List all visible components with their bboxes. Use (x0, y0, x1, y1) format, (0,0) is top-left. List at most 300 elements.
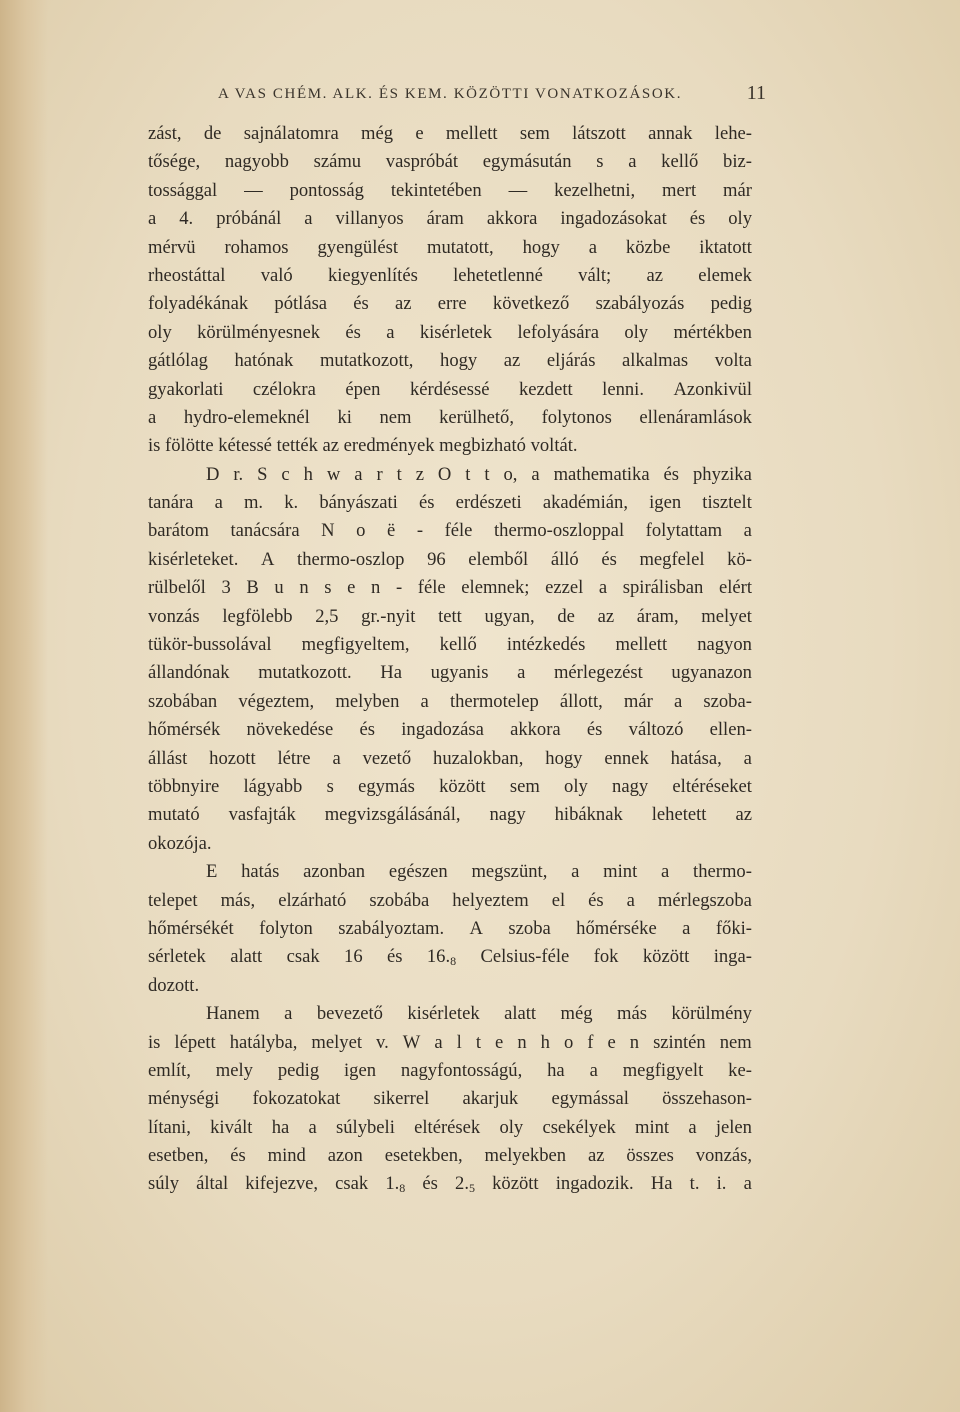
word: melyet (311, 1031, 363, 1053)
word: vonzás (148, 605, 200, 627)
text-line (148, 319, 752, 347)
word: körülmény (671, 1003, 752, 1025)
word: ingadozásokat (560, 208, 667, 230)
word: sem (509, 775, 540, 797)
text-line (148, 347, 752, 375)
word: nagyfontosságú, (400, 1059, 523, 1081)
word: és (588, 889, 604, 911)
word: mutatkozott, (319, 350, 414, 372)
word: E (206, 861, 218, 883)
word: egymással (551, 1088, 629, 1110)
word: az (395, 293, 412, 315)
text-line (148, 1000, 752, 1028)
text-line (148, 461, 752, 489)
word: intézkedés (506, 634, 586, 656)
word: azon (327, 1145, 363, 1167)
word: a (148, 406, 157, 428)
word: tükör-bussolával (148, 634, 272, 656)
word: tanácsára (230, 520, 300, 542)
word: pedig (277, 1059, 320, 1081)
word: között (439, 775, 486, 797)
word: áram, (636, 605, 679, 627)
text-line (148, 659, 752, 687)
page-spine-shadow (0, 0, 48, 1412)
word: hőmérsékét (148, 917, 234, 939)
word: a (743, 1173, 752, 1195)
text-line (148, 858, 752, 886)
word: változó (628, 719, 684, 741)
word: növekedése (246, 719, 334, 741)
word: gyakorlati (148, 378, 224, 400)
word: gr.-nyit (361, 605, 416, 627)
word: már (723, 179, 752, 201)
word: kisérleteket. (148, 548, 239, 570)
word: D (206, 463, 220, 485)
word: r (376, 463, 383, 485)
text-line (148, 688, 752, 716)
word: a (420, 690, 429, 712)
word: tekintetében (390, 179, 482, 201)
word: lágyabb (243, 775, 303, 797)
word: kezdett (518, 378, 573, 400)
word: hogy (440, 350, 478, 372)
word: és (345, 321, 361, 343)
word: oly (728, 208, 752, 230)
word: mérlegezést (553, 662, 643, 684)
word: lépett (174, 1031, 216, 1053)
word: kérdésessé (409, 378, 490, 400)
word: oly (624, 321, 649, 343)
running-header (218, 82, 766, 104)
text-line (148, 745, 752, 773)
word: e (347, 577, 356, 599)
word: 1.8 (385, 1170, 405, 1198)
word: kiegyenlítés (327, 264, 418, 286)
word: telepet (148, 889, 198, 911)
word: megvizsgálásánál, (324, 804, 461, 826)
word: n (517, 1031, 527, 1053)
word: e (495, 1031, 504, 1053)
word: sikerrel (373, 1088, 430, 1110)
word: és (689, 208, 706, 230)
word: a (628, 151, 637, 173)
word: folyadékának (148, 293, 249, 315)
word: ha (271, 1116, 290, 1138)
word: erre (437, 293, 467, 315)
word: állást (148, 747, 188, 769)
word: t (396, 463, 402, 485)
word: más (616, 1003, 647, 1025)
word: kellő (661, 151, 699, 173)
word: sérletek (148, 946, 206, 968)
word: ugyanis (430, 662, 489, 684)
page-number: 11 (746, 82, 766, 104)
word: akadémián, (542, 492, 628, 514)
word: o, (503, 463, 518, 485)
word: inga- (713, 946, 752, 968)
word: nem (719, 1031, 752, 1053)
word: gyengülést (317, 236, 399, 258)
text-line (148, 972, 752, 1000)
word: melyben (335, 690, 400, 712)
word: eltéréseket (672, 775, 752, 797)
word: — (508, 179, 528, 201)
word: thermotelep (449, 690, 539, 712)
word: és (663, 463, 680, 485)
word: a (743, 747, 752, 769)
word: való (260, 264, 293, 286)
text-line-content: is fölötte kétessé tették az eredmények megbizható voltát. (148, 435, 578, 457)
word: az (646, 264, 663, 286)
word: sem (519, 123, 550, 144)
word: esetekben, (384, 1145, 463, 1167)
word: phyzika (692, 463, 752, 485)
word: akkora (486, 208, 538, 230)
running-title: A VAS CHÉM. ALK. ÉS KEM. KÖZÖTTI VONATKOZÁSOK. (218, 86, 683, 102)
word: szabályoztam. (338, 917, 445, 939)
word: szintén (653, 1031, 706, 1053)
word: létre (277, 747, 311, 769)
word: megszünt, (471, 861, 548, 883)
word: tősége, (148, 151, 201, 173)
word: a (304, 208, 313, 230)
word: lehetetlenné (453, 264, 543, 286)
word: t (484, 463, 490, 485)
word: tossággal (148, 179, 218, 201)
text-line (148, 1029, 752, 1057)
word: s (596, 151, 604, 173)
word: csak (286, 946, 320, 968)
word: még (361, 123, 394, 144)
word: — (244, 179, 263, 201)
word: biz- (723, 151, 752, 173)
text-line (148, 376, 752, 404)
word: csekélyek (542, 1116, 616, 1138)
subscript: 8 (450, 954, 457, 969)
word: mellett (445, 123, 498, 144)
word: összes (626, 1145, 674, 1167)
word: között (642, 946, 690, 968)
word: iktatott (699, 236, 752, 258)
word: t (475, 1031, 482, 1053)
word: megfelel (639, 548, 705, 570)
word: elzárható (278, 889, 347, 911)
word: ingadozik. (555, 1173, 634, 1195)
word: fok (593, 946, 619, 968)
word: sajnálatomra (243, 123, 339, 144)
word: 2.5 (455, 1170, 475, 1198)
word: pedig (710, 293, 752, 315)
word: is (148, 1031, 161, 1053)
word: a (626, 889, 635, 911)
word: 96 (427, 548, 446, 570)
word: mint (634, 1116, 670, 1138)
word: m. (243, 492, 264, 514)
word: csak (335, 1173, 369, 1195)
text-line (148, 177, 752, 205)
body-text (148, 120, 752, 1199)
word: állandónak (148, 662, 230, 684)
word: 2,5 (315, 605, 339, 627)
word: Hanem (206, 1003, 260, 1025)
word: és (418, 492, 435, 514)
word: oly (499, 1116, 524, 1138)
word: és (359, 719, 375, 741)
word: áram (426, 208, 464, 230)
word: eltérések (414, 1116, 481, 1138)
word: hőmérsék (148, 719, 221, 741)
word: akkora (510, 719, 561, 741)
word: ë (387, 520, 396, 542)
word: melyekben (484, 1145, 567, 1167)
word: által (196, 1173, 229, 1195)
word: kisérletek (419, 321, 493, 343)
word: szoba- (703, 690, 752, 712)
word: 3 (221, 577, 231, 599)
word: oly (148, 321, 172, 343)
word: hatása, (670, 747, 722, 769)
word: főki- (715, 917, 752, 939)
word: oly (564, 775, 588, 797)
text-line (148, 234, 752, 262)
word: bevezető (316, 1003, 383, 1025)
word: nem (379, 406, 412, 428)
word: a (284, 1003, 293, 1025)
word: a (743, 520, 752, 542)
word: legfölebb (222, 605, 293, 627)
word: a (148, 208, 157, 230)
word: 16.8 (427, 943, 456, 971)
word: erdészeti (455, 492, 522, 514)
word: N (321, 520, 335, 542)
word: vonzás, (695, 1145, 752, 1167)
word: szobában (148, 690, 218, 712)
word: mértékben (673, 321, 752, 343)
word: o (356, 520, 366, 542)
word: a (531, 463, 540, 485)
word: 4. (179, 208, 194, 230)
word: mérvü (148, 236, 196, 258)
word: mutató (148, 804, 200, 826)
word: ha (547, 1059, 565, 1081)
word: és (586, 719, 603, 741)
word: ugyanazon (671, 662, 752, 684)
word: thermo-oszloppal (493, 520, 625, 542)
text-line (148, 404, 752, 432)
word: a (682, 917, 691, 939)
word: még (560, 1003, 593, 1025)
word: k. (284, 492, 299, 514)
word: alatt (230, 946, 263, 968)
word: nagyobb (224, 151, 289, 173)
word: kifejezve, (245, 1173, 319, 1195)
word: ugyan, (484, 605, 535, 627)
word: r. (233, 463, 244, 485)
word: lítani, (148, 1116, 191, 1138)
word: o (563, 1031, 574, 1053)
word: körülményesnek (197, 321, 321, 343)
text-line (148, 773, 752, 801)
text-line (148, 1057, 752, 1085)
word: és (353, 293, 369, 315)
word: bányászati (319, 492, 398, 514)
word: mellett (615, 634, 668, 656)
word: mind (267, 1145, 306, 1167)
word: és (422, 1173, 438, 1195)
word: czélokra (252, 378, 316, 400)
word: elért (718, 577, 752, 599)
text-line (148, 1142, 752, 1170)
word: ellenáramlások (639, 406, 752, 428)
word: alatt (504, 1003, 537, 1025)
word: a (588, 236, 597, 258)
word: f (587, 1031, 594, 1053)
word: Ha (650, 1173, 673, 1195)
word: folyton (259, 917, 313, 939)
word: számu (313, 151, 362, 173)
word: de (203, 123, 222, 144)
word: a (332, 747, 341, 769)
text-line (148, 716, 752, 744)
word: fokozatokat (252, 1088, 341, 1110)
word: mérlegszoba (657, 889, 752, 911)
word: h (303, 463, 313, 485)
text-line-content: dozott. (148, 974, 200, 996)
word: gátlólag (148, 350, 208, 372)
word: hatályba, (229, 1031, 298, 1053)
word: a (354, 463, 363, 485)
word: Ha (380, 662, 402, 684)
word: tanára (148, 492, 194, 514)
word: S (257, 463, 268, 485)
word: n (299, 577, 309, 599)
word: de (557, 605, 575, 627)
word: s (324, 577, 332, 599)
word: folytonos (541, 406, 612, 428)
word: ki (337, 406, 352, 428)
word: nagy (489, 804, 526, 826)
word: egészen (388, 861, 448, 883)
text-line (148, 1170, 752, 1198)
word: már (623, 690, 653, 712)
word: az (587, 1145, 605, 1167)
word: féle (417, 577, 446, 599)
text-line (148, 517, 752, 545)
word: spirálisban (622, 577, 704, 599)
word: n (371, 577, 381, 599)
word: t (465, 463, 471, 485)
word: és (230, 1145, 246, 1167)
word: megfigyelt (622, 1059, 704, 1081)
word: akarjuk (462, 1088, 519, 1110)
word: melyet (701, 605, 752, 627)
text-line (148, 603, 752, 631)
word: közbe (625, 236, 671, 258)
word: következő (492, 293, 570, 315)
text-line (148, 887, 752, 915)
text-line (148, 1114, 752, 1142)
word: kivált (210, 1116, 253, 1138)
word: e (415, 123, 424, 144)
word: mely (215, 1059, 253, 1081)
word: hőmérséke (576, 917, 657, 939)
text-line-content (148, 943, 752, 971)
word: tett (438, 605, 462, 627)
word: lehe- (714, 123, 752, 144)
word: szoba (508, 917, 551, 939)
text-line (148, 801, 752, 829)
word: súlybeli (336, 1116, 395, 1138)
word: lefolyására (517, 321, 599, 343)
text-line (148, 830, 752, 858)
word: lehetett (651, 804, 707, 826)
word: folytattam (645, 520, 723, 542)
text-line (148, 546, 752, 574)
word: említ, (148, 1059, 191, 1081)
word: vezető (362, 747, 412, 769)
word: szobába (369, 889, 430, 911)
word: - (416, 520, 424, 542)
word: lenni. (602, 378, 644, 400)
word: a (688, 1116, 697, 1138)
word: hatónak (234, 350, 294, 372)
text-line-content: okozója. (148, 832, 212, 854)
word: pontosság (289, 179, 364, 201)
word: ingadozása (401, 719, 484, 741)
text-line (148, 943, 752, 971)
word: a (661, 861, 670, 883)
word: el (551, 889, 566, 911)
word: elemnek; (461, 577, 530, 599)
word: más, (220, 889, 256, 911)
word: nagyon (697, 634, 752, 656)
word: vasfajták (228, 804, 296, 826)
word: féle (444, 520, 473, 542)
word: a (598, 577, 608, 599)
word: szabályozás (595, 293, 685, 315)
word: hogy (545, 747, 583, 769)
word: az (735, 804, 752, 826)
word: ménységi (148, 1088, 220, 1110)
word: rülbelől (148, 577, 206, 599)
word: ellen- (709, 719, 752, 741)
word: - (395, 577, 403, 599)
word: ke- (728, 1059, 752, 1081)
word: között (492, 1173, 539, 1195)
word: igen (344, 1059, 377, 1081)
word: jelen (715, 1116, 752, 1138)
text-line (148, 631, 752, 659)
word: thermo-oszlop (297, 548, 405, 570)
word: esetben, (148, 1145, 209, 1167)
word: B (246, 577, 259, 599)
word: súly (148, 1173, 179, 1195)
word: látszott (572, 123, 626, 144)
word: a (589, 1059, 598, 1081)
word: megfigyeltem, (301, 634, 410, 656)
word: elemből (468, 548, 529, 570)
word: kezelhetni, (554, 179, 636, 201)
text-line (148, 1085, 752, 1113)
word: kerülhető, (439, 406, 514, 428)
word: thermo- (693, 861, 752, 883)
text-line (148, 290, 752, 318)
word: vált; (578, 264, 612, 286)
word: ezzel (545, 577, 584, 599)
word: tisztelt (702, 492, 752, 514)
word: annak (648, 123, 693, 144)
word: z (415, 463, 424, 485)
